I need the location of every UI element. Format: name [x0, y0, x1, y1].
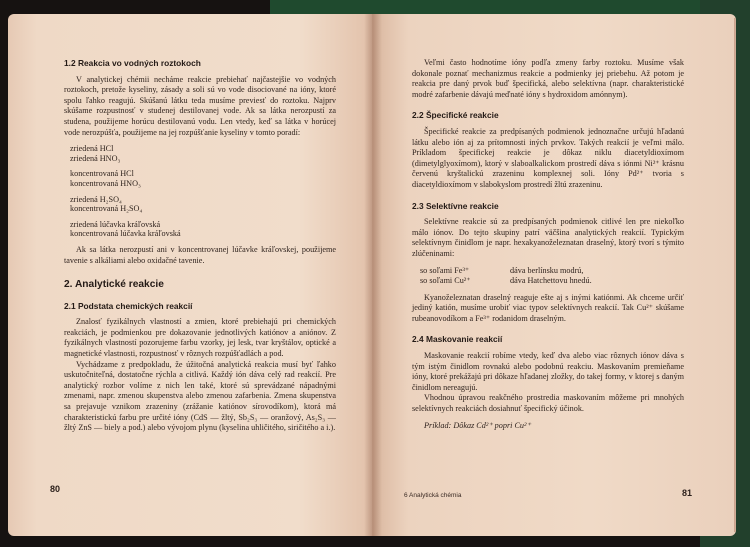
paragraph: V analytickej chémii necháme reakcie prebiehať najčastejšie vo vodných roztokoch, pretože kyseliny, zásady a soli sú vo vode disociované na ióny, ktoré spolu ľahko reagujú. Skúšanú látku teda musíme previesť do roztoku. Najprv skúšame rozpustnosť v studenej destilovanej vode. Ak sa látka nerozpustí za studena, použijeme horúcu destilovanú vodu. Len vtedy, keď sa látka v horúcej vode nerozpúšťa, použijeme na jej rozpúšťanie kyseliny v tomto poradí: — [64, 74, 336, 137]
acid-item: zriedená H₂SO₄ — [70, 194, 122, 204]
book-gutter — [364, 14, 382, 536]
acid-item: koncentrovaná H₂SO₄ — [70, 204, 143, 214]
paragraph: Kyanoželeznatan draselný reaguje ešte aj s inými katiónmi. Ak chceme určiť jediný katión, musíme urobiť viac typov selektívnych reakcií. Tak Cu²⁺ skúšame rubeanovodíkom a Fe³⁺ rodanidom draselným. — [412, 292, 684, 323]
paragraph: Veľmi často hodnotíme ióny podľa zmeny farby roztoku. Musíme však dokonale poznať mechanizmus reakcie a podmienky jej priebehu. Až potom je reakcia pre daný prvok buď špecifická, alebo selektívna (napr. charakteristické modré zafarbenie dávajú meďnaté ióny s hydroxidom amónnym). — [412, 58, 684, 99]
acid-item: koncentrovaná HNO₃ — [70, 178, 141, 188]
paragraph: Vhodnou úpravou reakčného prostredia maskovaním môžeme pri mnohých selektívnych reakciách dosiahnuť špecifický účinok. — [412, 393, 684, 414]
compound-list — [412, 266, 684, 287]
paragraph: Špecifické reakcie za predpísaných podmienok jednoznačne určujú hľadanú látku alebo ión aj za prítomnosti iných prvkov. Takých reakcií je veľmi málo. Príkladom špecifickej reakcie je dôkaz niklu diacetyldioxímom (dimetylglyoxímom), ktorý v slaboalkalickom prostredí dáva s iónmi Ni²⁺ krásnu červenú kryštalickú zrazeninu komplexnej soli. Ióny Pd²⁺ tvoria s diacetyldioxímom v slabokyslom prostredí žltú zrazeninu. — [412, 126, 684, 189]
acid-item: koncentrovaná HCl — [70, 169, 134, 179]
paragraph: Znalosť fyzikálnych vlastností a zmien, ktoré prebiehajú pri chemických reakciách, je podmienkou pre dokazovanie jednotlivých katiónov a aniónov. Z fyzikálnych vlastností pozorujeme farbu vzorky, jej lesk, tvar kryštálov, optické a magnetické vlastnosti, rozpustnosť v rôznych rozpúšťadlách a pod. — [64, 317, 336, 359]
page-number: 81 — [682, 488, 693, 498]
acid-list — [64, 144, 336, 239]
paragraph: Ak sa látka nerozpustí ani v koncentrovanej lúčavke kráľovskej, použijeme tavenie s alkáliami alebo oxidačné tavenie. — [64, 244, 336, 265]
page-edge — [734, 18, 736, 532]
section-heading: 2.4 Maskovanie reakcií — [412, 334, 503, 345]
section-heading: 2.2 Špecifické reakcie — [412, 110, 499, 121]
running-head: 6 Analytická chémia — [404, 492, 462, 499]
section-heading: 2.3 Selektívne reakcie — [412, 200, 499, 211]
paragraph: Maskovanie reakcií robíme vtedy, keď dva alebo viac rôznych iónov dáva s tým istým činidlom rovnakú alebo podobnú reakciu. Maskovaním premieňame ióny, ktoré prekážajú pri dôkaze hľadanej zložky, do takej formy, v ktorej s daným činidlom nereagujú. — [412, 351, 684, 392]
left-page — [8, 14, 372, 536]
paragraph: Selektívne reakcie sú za predpísaných podmienok citlivé len pre niekoľko málo iónov. Do tejto skupiny patrí väčšina analytických reakcií. Typickým selektívnym činidlom je napr. hexakyanoželeznatan draselný, ktorý tvorí s týmito zlúčeninami: — [412, 217, 684, 258]
acid-item: zriedená lúčavka kráľovská — [70, 219, 161, 229]
right-page — [372, 14, 736, 536]
compound-row: so soľami Cu²⁺ dáva Hatchettovu hnedú. — [420, 276, 592, 286]
page-number: 80 — [50, 484, 61, 494]
section-heading: 2.1 Podstata chemických reakcií — [64, 300, 193, 311]
acid-item: zriedená HNO₃ — [70, 153, 121, 163]
acid-item: koncentrovaná lúčavka kráľovská — [70, 229, 181, 239]
chapter-heading: 2. Analytické reakcie — [64, 279, 164, 291]
section-heading: 1.2 Reakcia vo vodných roztokoch — [64, 58, 201, 68]
paragraph: Vychádzame z predpokladu, že úžitočná analytická reakcia musí byť ľahko uskutočniteľná, dostatočne rýchla a citlivá. Každý ión dáva celý rad reakcií. Pre analytický rozbor volíme z nich len také, ktoré sú sprevádzané nápadnými zmenami, napr. zmenou skupenstva alebo zmenou zafarbenia. Zmena skupenstva sa prejavuje vznikom zrazeniny (zrážanie katiónov sírovodíkom), ktorá má charakteristickú farbu pre určité ióny (CdS — žltý, Sb₂S₃ — oranžový, As₂S₃ — žltý ZnS — biely a pod.) alebo vývojom plynu (kyselina uhličitého, siričitého a i.). — [64, 359, 336, 433]
acid-item: zriedená HCl — [70, 144, 114, 154]
compound-row: so soľami Fe³⁺ dáva berlínsku modrú, — [420, 265, 584, 275]
open-book — [8, 14, 736, 536]
example-line: Príklad: Dôkaz Cd²⁺ popri Cu²⁺ — [424, 420, 531, 430]
